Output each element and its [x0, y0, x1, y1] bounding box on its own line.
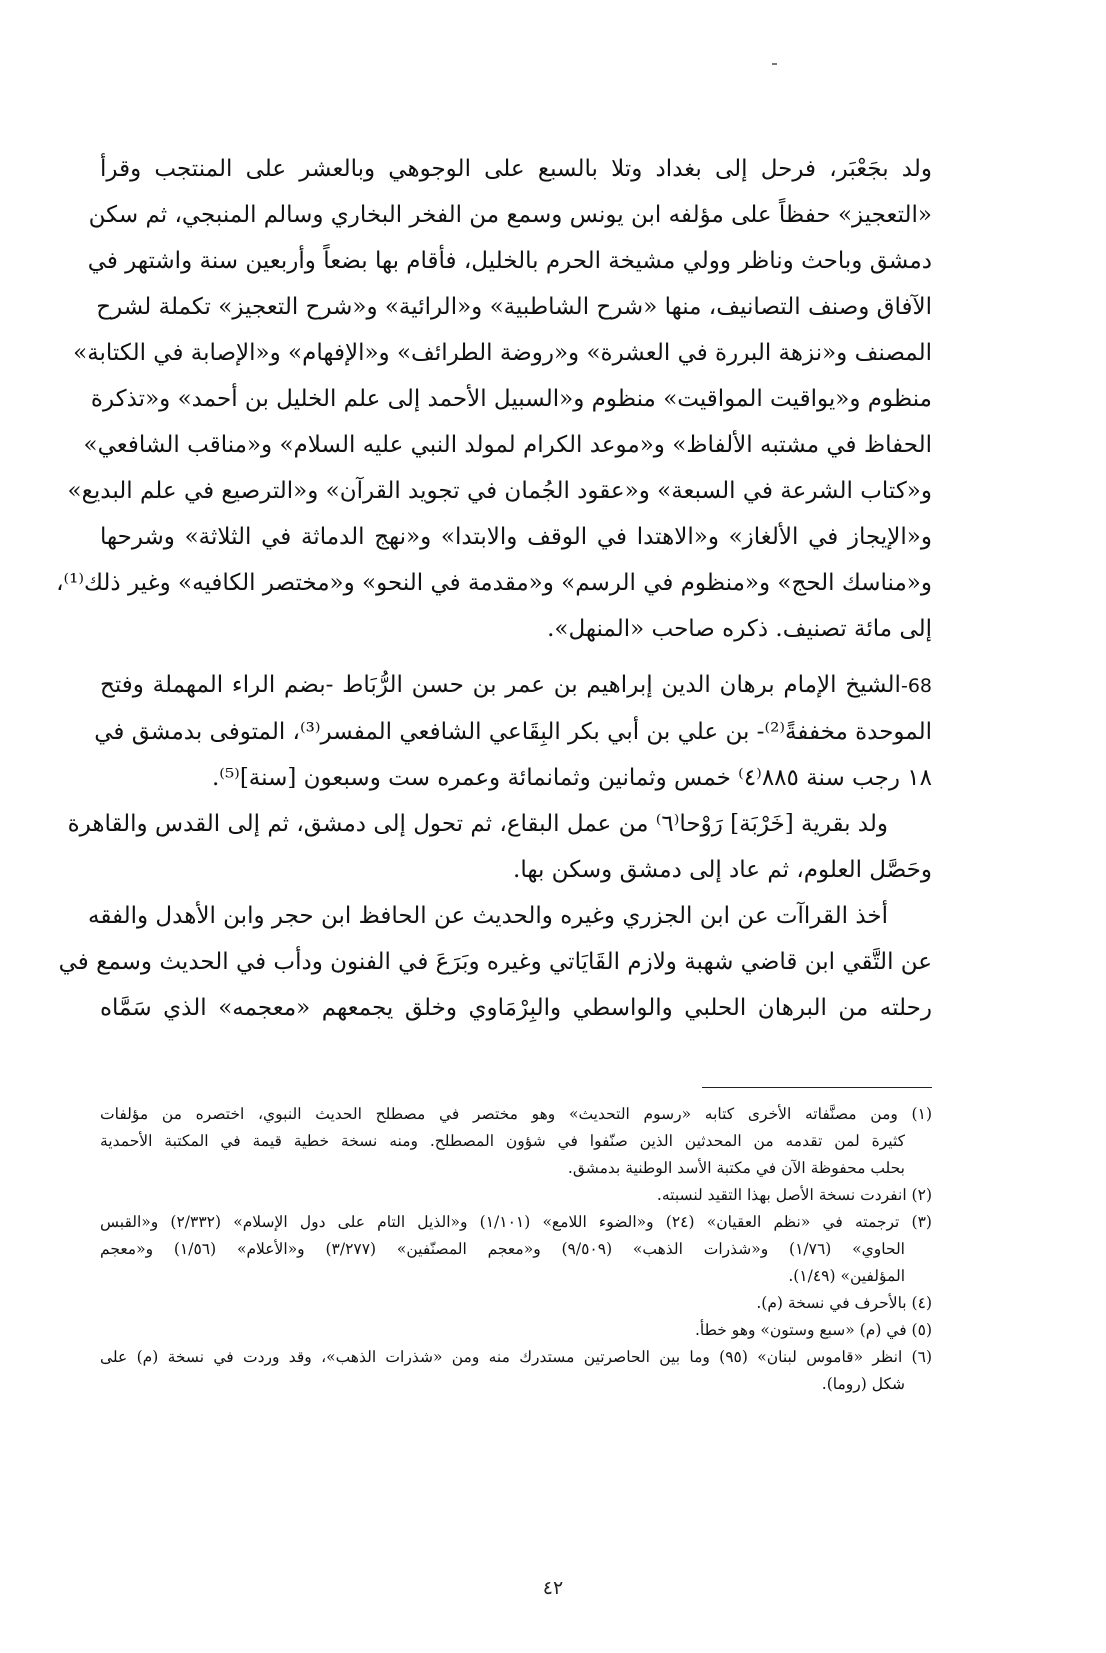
entry-number: 68-: [900, 675, 932, 697]
footnote-line: (٦) انظر «قاموس لبنان» (٩٥) وما بين الحاصرتين مستدرك منه ومن «شذرات الذهب»، وقد وردت في نسخة (م) على: [100, 1348, 932, 1366]
footnote-line: الحاوي» (١/٧٦) و«شذرات الذهب» (٩/٥٠٩) و«معجم المصنّفين» (٣/٢٧٧) و«الأعلام» (١/٥٦) و«معجم: [100, 1240, 905, 1258]
main-paragraph: [56, 146, 932, 652]
body-line: ١٨ رجب سنة ٨٨٥⁽٤⁾ خمس وثمانين وثمانمائة وعمره ست وسبعون [سنة]⁽⁵⁾.: [211, 765, 932, 791]
body-line: و«كتاب الشرعة في السبعة» و«عقود الجُمان في تجويد القرآن» و«الترصيع في علم البديع»: [67, 478, 932, 504]
scan-speck: [772, 63, 777, 65]
body-line: إلى مائة تصنيف. ذكره صاحب «المنهل».: [547, 616, 932, 642]
footnote-line: شكل (روما).: [821, 1375, 905, 1393]
body-line: دمشق وباحث وناظر وولي مشيخة الحرم بالخليل، فأقام بها بضعاً وأربعين سنة واشتهر في: [87, 248, 932, 274]
body-line: وحَصَّل العلوم، ثم عاد إلى دمشق وسكن بها.: [513, 857, 932, 883]
body-line: عن التَّقي ابن قاضي شهبة ولازم القَايَاتي وغيره وبَرَعَ في الفنون ودأب في الحديث وسمع في: [58, 949, 932, 975]
body-line: الموحدة مخففةً⁽²⁾- بن علي بن أبي بكر البِقَاعي الشافعي المفسر⁽³⁾، المتوفى بدمشق في: [94, 719, 932, 745]
footnote-line: (٣) ترجمته في «نظم العقيان» (٢٤) و«الضوء اللامع» (١/١٠١) و«الذيل التام على دول الإسلام» (٢/٣٣٢) و«القبس: [100, 1213, 932, 1231]
entry-heading-line: [100, 662, 932, 709]
page-number: ٤٢: [542, 1577, 564, 1599]
body-line: ولد بجَعْبَر، فرحل إلى بغداد وتلا بالسبع على الوجوهي وبالعشر على المنتجب وقرأ: [100, 156, 932, 182]
body-line: أخذ القراآت عن ابن الجزري وغيره والحديث عن الحافظ ابن حجر وابن الأهدل والفقه: [88, 903, 888, 929]
footnote-line: بحلب محفوظة الآن في مكتبة الأسد الوطنية بدمشق.: [567, 1159, 905, 1177]
footnote-separator: [702, 1087, 932, 1088]
body-line: الحفاظ في مشتبه الألفاظ» و«موعد الكرام لمولد النبي عليه السلام» و«مناقب الشافعي»: [83, 432, 932, 458]
footnote-line: (١) ومن مصنَّفاته الأخرى كتابه «رسوم التحديث» وهو مختصر في مصطلح الحديث النبوي، اختصره من مؤلفات: [100, 1105, 932, 1123]
footnote-line: كثيرة لمن تقدمه من المحدثين الذين صنّفوا في شؤون المصطلح. ومنه نسخة خطية قيمة في المكتبة الأحمدية: [100, 1132, 905, 1150]
footnote-line: (٤) بالأحرف في نسخة (م).: [756, 1294, 932, 1312]
body-line: و«الإيجاز في الألغاز» و«الاهتدا في الوقف والابتدا» و«نهج الدماثة في الثلاثة» وشرحها: [100, 524, 932, 550]
footnote-line: (٢) انفردت نسخة الأصل بهذا التقيد لنسبته.: [656, 1186, 932, 1204]
biography-entry: [58, 662, 932, 1031]
body-line: رحلته من البرهان الحلبي والواسطي والبِرْمَاوي وخلق يجمعهم «معجمه» الذي سَمَّاه: [100, 995, 932, 1021]
footnotes: [100, 1101, 932, 1398]
body-line: منظوم و«يواقيت المواقيت» منظوم و«السبيل الأحمد إلى علم الخليل بن أحمد» و«تذكرة: [90, 386, 932, 412]
entry-heading-text: الشيخ الإمام برهان الدين إبراهيم بن عمر بن حسن الرُّبَاط -بضم الراء المهملة وفتح: [100, 672, 901, 698]
body-line: و«مناسك الحج» و«منظوم في الرسم» و«مقدمة في النحو» و«مختصر الكافيه» وغير ذلك⁽¹⁾،: [56, 570, 932, 596]
body-line: الآفاق وصنف التصانيف، منها «شرح الشاطبية» و«الرائية» و«شرح التعجيز» تكملة لشرح: [96, 294, 932, 320]
body-line: المصنف و«نزهة البررة في العشرة» و«روضة الطرائف» و«الإفهام» و«الإصابة في الكتابة»: [73, 340, 932, 366]
body-line: ولد بقرية [خَرْبَة] رَوْحا⁽٦⁾ من عمل البقاع، ثم تحول إلى دمشق، ثم إلى القدس والقاهرة: [67, 811, 888, 837]
footnote-line: المؤلفين» (١/٤٩).: [788, 1267, 905, 1285]
footnote-line: (٥) في (م) «سبع وستون» وهو خطأ.: [694, 1321, 932, 1339]
body-line: «التعجيز» حفظاً على مؤلفه ابن يونس وسمع من الفخر البخاري وسالم المنبجي، ثم سكن: [88, 202, 932, 228]
